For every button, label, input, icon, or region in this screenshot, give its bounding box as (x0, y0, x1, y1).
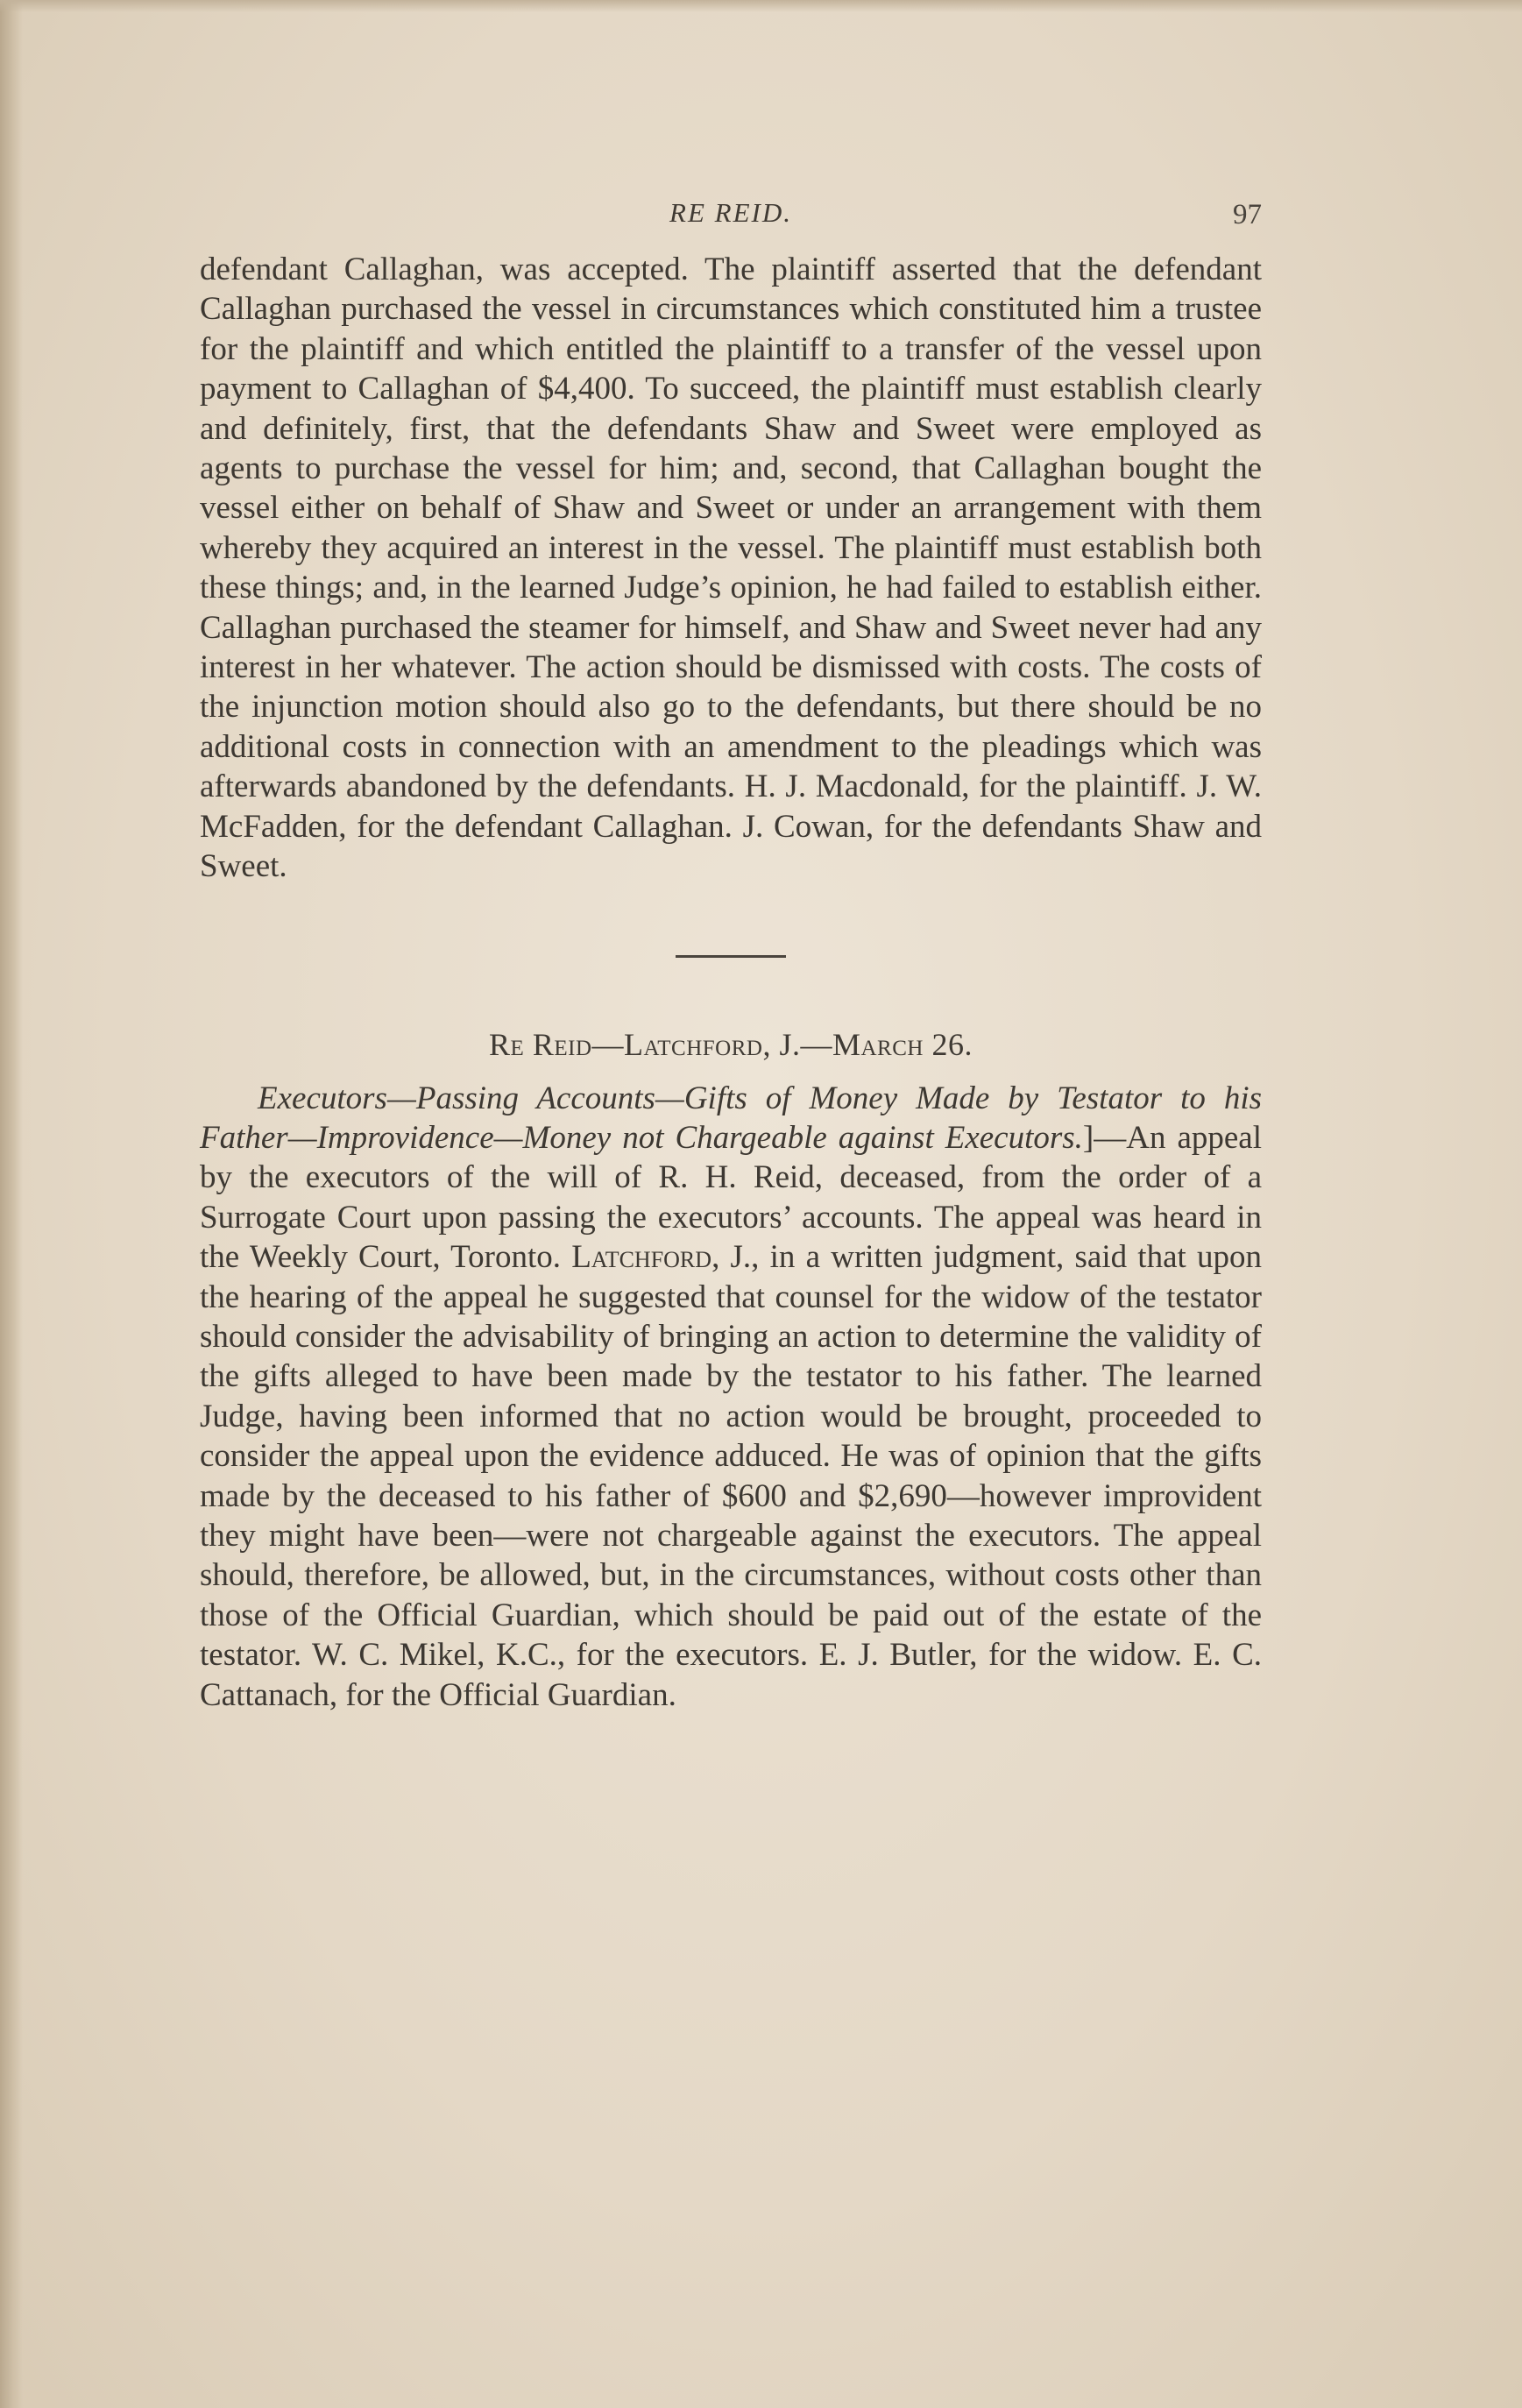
page-top-edge-shadow (0, 0, 1522, 12)
case-body-rest: , J., in a written judgment, said that upon the hearing of the appeal he suggested that counsel for the widow of the testator should consider the advisability of bringing an action to determine the validity of the gifts alleged to have been made by the testator to his father. The learned Judge, having been informed that no action would be brought, proceeded to consider the appeal upon the evidence adduced. He was of opinion that the gifts made by the deceased to his father of $600 and $2,690—however improvident they might have been—were not chargeable against the executors. The appeal should, therefore, be allowed, but, in the circumstances, without costs other than those of the Official Guardian, which should be paid out of the estate of the testator. W. C. Mikel, K.C., for the executors. E. J. Butler, for the widow. E. C. Cattanach, for the Official Guardian. (200, 1239, 1262, 1713)
running-head-title: RE REID. (669, 197, 792, 228)
case-body-lead: ]—An appeal by the executors of the will of R. H. Reid, deceased, from the order of a Surrogate Court upon passing the executors’ accounts. The appeal was heard in the Weekly Court, Toronto. (200, 1119, 1262, 1276)
second-case-body (200, 1079, 1262, 1716)
case-heading-month: March (832, 1026, 924, 1062)
section-divider-rule (676, 955, 786, 958)
case-heading-judge-suffix: , J. (762, 1026, 801, 1062)
case-heading-name: Re Reid (489, 1026, 592, 1062)
case-body-judge-name: Latchford (571, 1239, 712, 1276)
running-head (200, 188, 1262, 241)
case-heading (200, 1026, 1262, 1063)
first-case-continuation: defendant Callaghan, was accepted. The plaintiff asserted that the defendant Callaghan purchased the vessel in circumstances which constituted him a trustee for the plaintiff and which entitled the plaintiff to a transfer of the vessel upon payment to Callaghan of $4,400. To succeed, the plaintiff must establish clearly and definitely, first, that the defendants Shaw and Sweet were employed as agents to purchase the vessel for him; and, second, that Callaghan bought the vessel either on behalf of Shaw and Sweet or under an arrangement with them whereby they acquired an interest in the vessel. The plaintiff must establish both these things; and, in the learned Judge’s opinion, he had failed to establish either. Callaghan purchased the steamer for himself, and Shaw and Sweet never had any interest in her whatever. The action should be dismissed with costs. The costs of the injunction motion should also go to the defendants, but there should be no additional costs in connection with an amendment to the pleadings which was afterwards abandoned by the defendants. H. J. Macdonald, for the plaintiff. J. W. McFadden, for the defendant Callaghan. J. Cowan, for the defendants Shaw and Sweet. (200, 251, 1262, 885)
case-heading-separator: — (591, 1026, 624, 1062)
page-left-edge-shadow (0, 0, 23, 2408)
page-number: 97 (1233, 199, 1262, 230)
case-catchwords: Executors—Passing Accounts—Gifts of Money Made by Testator to his Father—Improvidence—Money not Chargeable against Executors. (200, 1080, 1262, 1156)
case-heading-separator: — (800, 1026, 832, 1062)
book-page (200, 188, 1262, 1715)
case-heading-judge: Latchford (624, 1026, 763, 1062)
case-heading-day: 26. (923, 1026, 973, 1062)
